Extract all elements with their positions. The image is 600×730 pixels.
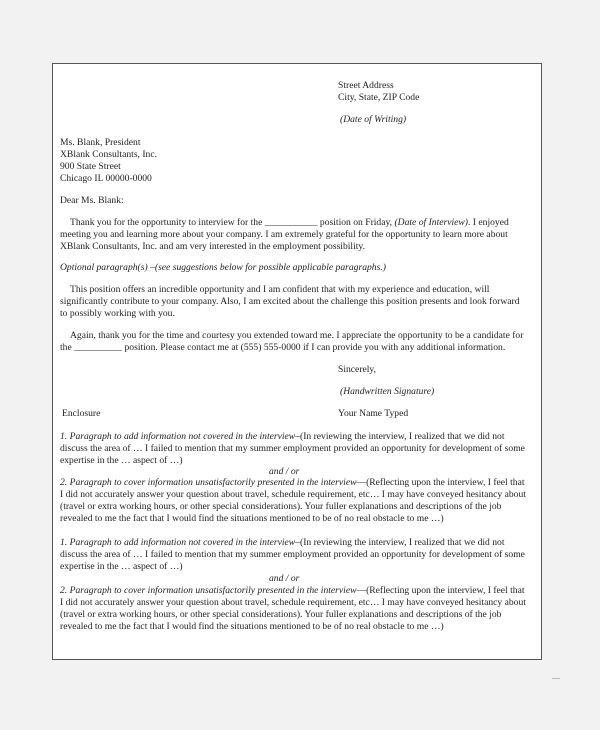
para3-line2: the __________ position. Please contact me at (555) 555-0000 if I can provide you with any additional information. bbox=[60, 342, 506, 353]
recipient-city: Chicago IL 00000-0000 bbox=[60, 173, 152, 184]
sender-street: Street Address bbox=[338, 80, 394, 91]
suggestion-2-para1-line1 bbox=[60, 537, 505, 549]
suggestion-1-and-or: and / or bbox=[269, 466, 300, 477]
suggestion-2-para2-line2: I did not accurately answer your question about travel, schedule requirement, etc… I may have conveyed hesitancy about bbox=[60, 597, 526, 608]
page-corner-mark bbox=[552, 678, 560, 679]
para1-line2: meeting you and learning more about your company. I am extremely grateful for the opportunity to learn more about bbox=[60, 229, 508, 240]
para1-line1-a: Thank you for the opportunity to interview for the ___________ position on Friday, bbox=[70, 217, 395, 228]
para1-line3: XBlank Consultants, Inc. and am very interested in the employment possibility. bbox=[60, 241, 365, 252]
suggestion-2-para2-title: 2. Paragraph to cover information unsatisfactorily presented in the interview bbox=[60, 585, 357, 596]
recipient-company: XBlank Consultants, Inc. bbox=[60, 149, 157, 160]
suggestion-1-para2-title: 2. Paragraph to cover information unsatisfactorily presented in the interview bbox=[60, 477, 357, 488]
optional-paragraph-note: Optional paragraph(s) –(see suggestions below for possible applicable paragraphs.) bbox=[60, 262, 386, 273]
date-of-writing: (Date of Writing) bbox=[340, 114, 407, 125]
letter-page bbox=[52, 63, 542, 660]
enclosure: Enclosure bbox=[62, 408, 101, 419]
para2-line3: to possibly working with you. bbox=[60, 308, 175, 319]
suggestion-2-para2-line1 bbox=[60, 585, 525, 597]
suggestion-1-para1-line3: expertise in the … aspect of …) bbox=[60, 455, 183, 466]
name-typed: Your Name Typed bbox=[338, 408, 409, 419]
recipient-street: 900 State Street bbox=[60, 161, 121, 172]
suggestion-2-para2-text: —(Reflecting upon the interview, I feel that bbox=[356, 585, 525, 596]
suggestion-1-para2-line2: I did not accurately answer your question about travel, schedule requirement, etc… I may have conveyed hesitancy about bbox=[60, 489, 526, 500]
suggestion-2-para1-title: 1. Paragraph to add information not covered in the interview bbox=[60, 537, 296, 548]
suggestion-2-para2-line3: (travel or extra working hours, or other special considerations). Your fuller explanations and descriptions of the job bbox=[60, 609, 502, 620]
suggestion-2-para1-line3: expertise in the … aspect of …) bbox=[60, 561, 183, 572]
para1-line1-c: . I enjoyed bbox=[468, 217, 509, 228]
handwritten-signature: (Handwritten Signature) bbox=[340, 386, 435, 397]
suggestion-1-para1-line1 bbox=[60, 431, 505, 443]
para2-line1: This position offers an incredible opportunity and I am confident that with my experience and education, will bbox=[70, 284, 490, 295]
para2-line2: significantly contribute to your company. Also, I am excited about the challenge this position presents and look forward bbox=[60, 296, 520, 307]
closing-sincerely: Sincerely, bbox=[338, 364, 377, 375]
suggestion-2-para1-line2: discuss the area of … I failed to mention that my summer employment provided an opportunity for development of some bbox=[60, 549, 525, 560]
suggestion-2-para2-line4: revealed to me the fact that I would find the situations mentioned to be of no real obstacle to me …) bbox=[60, 621, 444, 632]
para3-line1: Again, thank you for the time and courtesy you extended toward me. I appreciate the opportunity to be a candidate for bbox=[70, 330, 524, 341]
suggestion-2-and-or: and / or bbox=[269, 573, 300, 584]
suggestion-1-para2-line1 bbox=[60, 477, 525, 489]
date-of-interview: (Date of Interview) bbox=[394, 217, 468, 228]
para1-line1 bbox=[70, 217, 509, 229]
suggestion-1-para1-line2: discuss the area of … I failed to mention that my summer employment provided an opportunity for development of some bbox=[60, 443, 525, 454]
suggestion-1-para1-title: 1. Paragraph to add information not covered in the interview bbox=[60, 431, 296, 442]
suggestion-1-para2-line4: revealed to me the fact that I would find the situations mentioned to be of no real obstacle to me …) bbox=[60, 513, 444, 524]
recipient-name: Ms. Blank, President bbox=[60, 137, 141, 148]
suggestion-1-para2-text: —(Reflecting upon the interview, I feel that bbox=[356, 477, 525, 488]
suggestion-2-para1-text: –(In reviewing the interview, I realized that we did not bbox=[295, 537, 505, 548]
suggestion-1-para2-line3: (travel or extra working hours, or other special considerations). Your fuller explanations and descriptions of the job bbox=[60, 501, 502, 512]
sender-city-state-zip: City, State, ZIP Code bbox=[338, 92, 420, 103]
salutation: Dear Ms. Blank: bbox=[60, 195, 124, 206]
suggestion-1-para1-text: –(In reviewing the interview, I realized that we did not bbox=[295, 431, 505, 442]
